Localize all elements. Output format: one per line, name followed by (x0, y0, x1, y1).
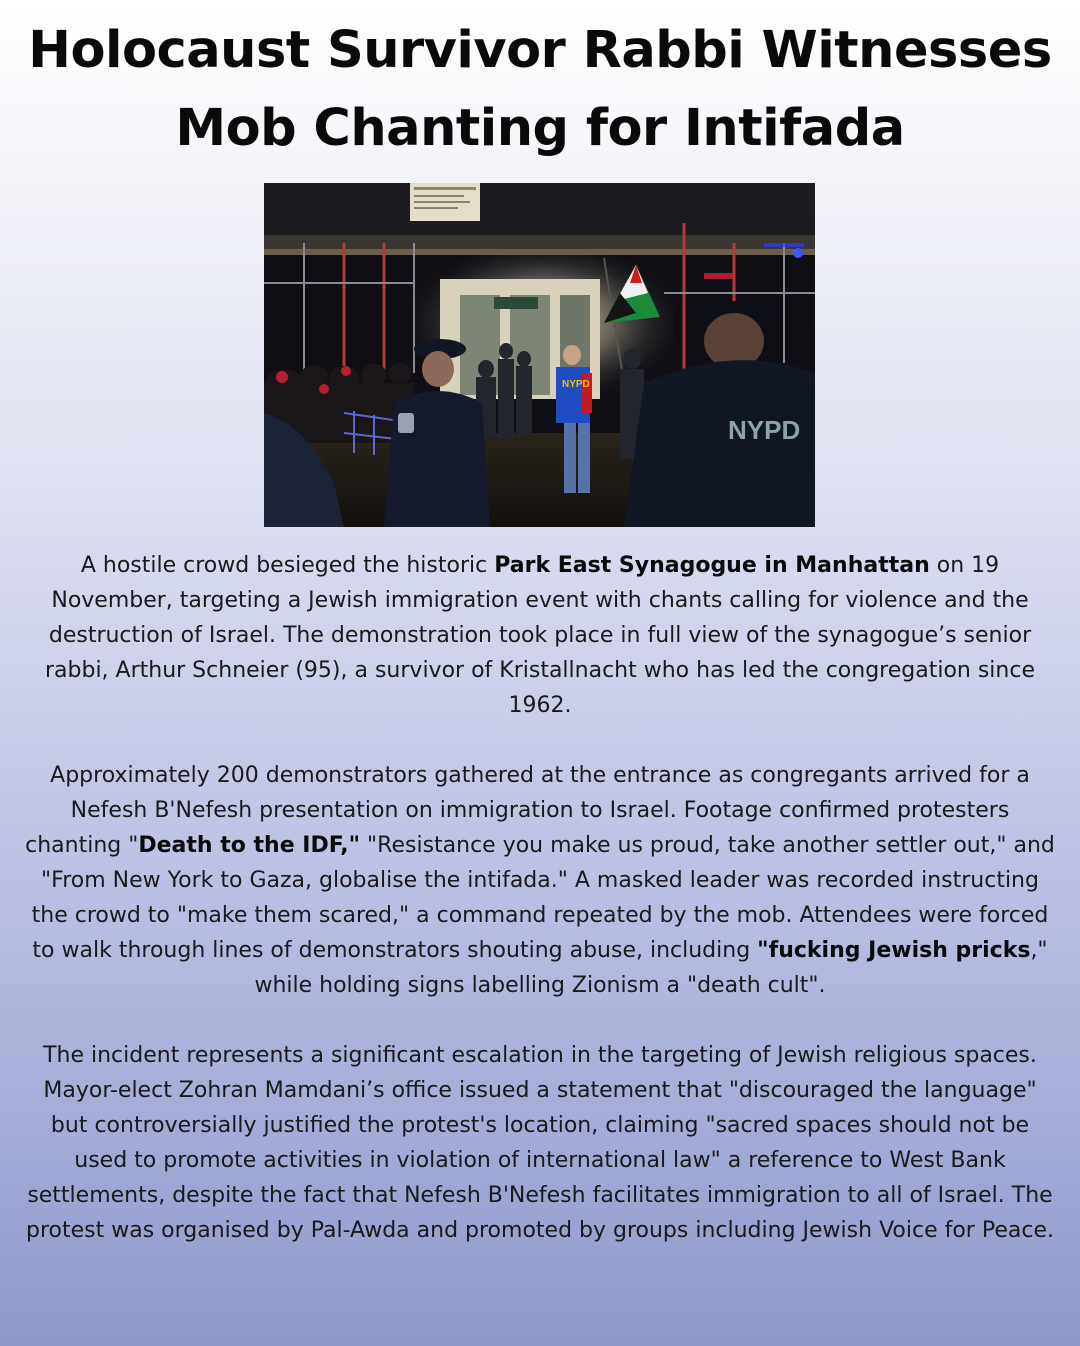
paragraph-1 (24, 548, 1056, 723)
article-body (24, 548, 1056, 1248)
paragraph-2-text-a: Approximately 200 demonstrators gathered at the entrance as congregants arrived for a Nefesh B'Nefesh presentation on immigration to Israel. Footage confirmed protesters chanting " (25, 763, 1030, 858)
paragraph-2 (24, 758, 1056, 1003)
jacket-text: NYPD (562, 379, 590, 390)
headline-line-2: Mob Chanting for Intifada (175, 99, 905, 158)
paragraph-1-text-a: A hostile crowd besieged the historic (80, 553, 495, 578)
paragraph-1-bold: Park East Synagogue in Manhattan (494, 553, 930, 578)
paragraph-2-bold-a: Death to the IDF," (138, 833, 361, 858)
police-officer-left (384, 391, 490, 527)
paragraph-3 (24, 1038, 1056, 1248)
news-photo (264, 183, 815, 527)
paragraph-2-text-c: ," while holding signs labelling Zionism a "death cult". (254, 938, 1048, 998)
paragraph-2-text-b: "Resistance you make us proud, take another settler out," and "From New York to Gaza, globalise the intifada." A masked leader was recorded instructing the crowd to "make them scared," a command repeated by the mob. Attendees were forced to walk through lines of demonstrators shouting abuse, including (31, 833, 1055, 963)
paragraph-1-text-b: on 19 November, targeting a Jewish immigration event with chants calling for violence and the destruction of Israel. The demonstration took place in full view of the synagogue’s senior rabbi, Arthur Schneier (95), a survivor of Kristallnacht who has led the congregation since 1962. (44, 553, 1035, 718)
paragraph-3-text: The incident represents a significant escalation in the targeting of Jewish religious spaces. Mayor-elect Zohran Mamdani’s office issued a statement that "discouraged the language" but controversially justified the protest's location, claiming "sacred spaces should not be used to promote activities in violation of international law" a reference to West Bank settlements, despite the fact that Nefesh B'Nefesh facilitates immigration to all of Israel. The protest was organised by Pal-Awda and promoted by groups including Jewish Voice for Peace. (26, 1043, 1054, 1243)
headline-line-1: Holocaust Survivor Rabbi Witnesses (28, 21, 1052, 80)
paragraph-2-bold-b: "fucking Jewish pricks (757, 938, 1031, 963)
nypd-back-text: NYPD (728, 415, 801, 445)
headline (0, 12, 1080, 168)
protest-scene-illustration (264, 183, 815, 527)
